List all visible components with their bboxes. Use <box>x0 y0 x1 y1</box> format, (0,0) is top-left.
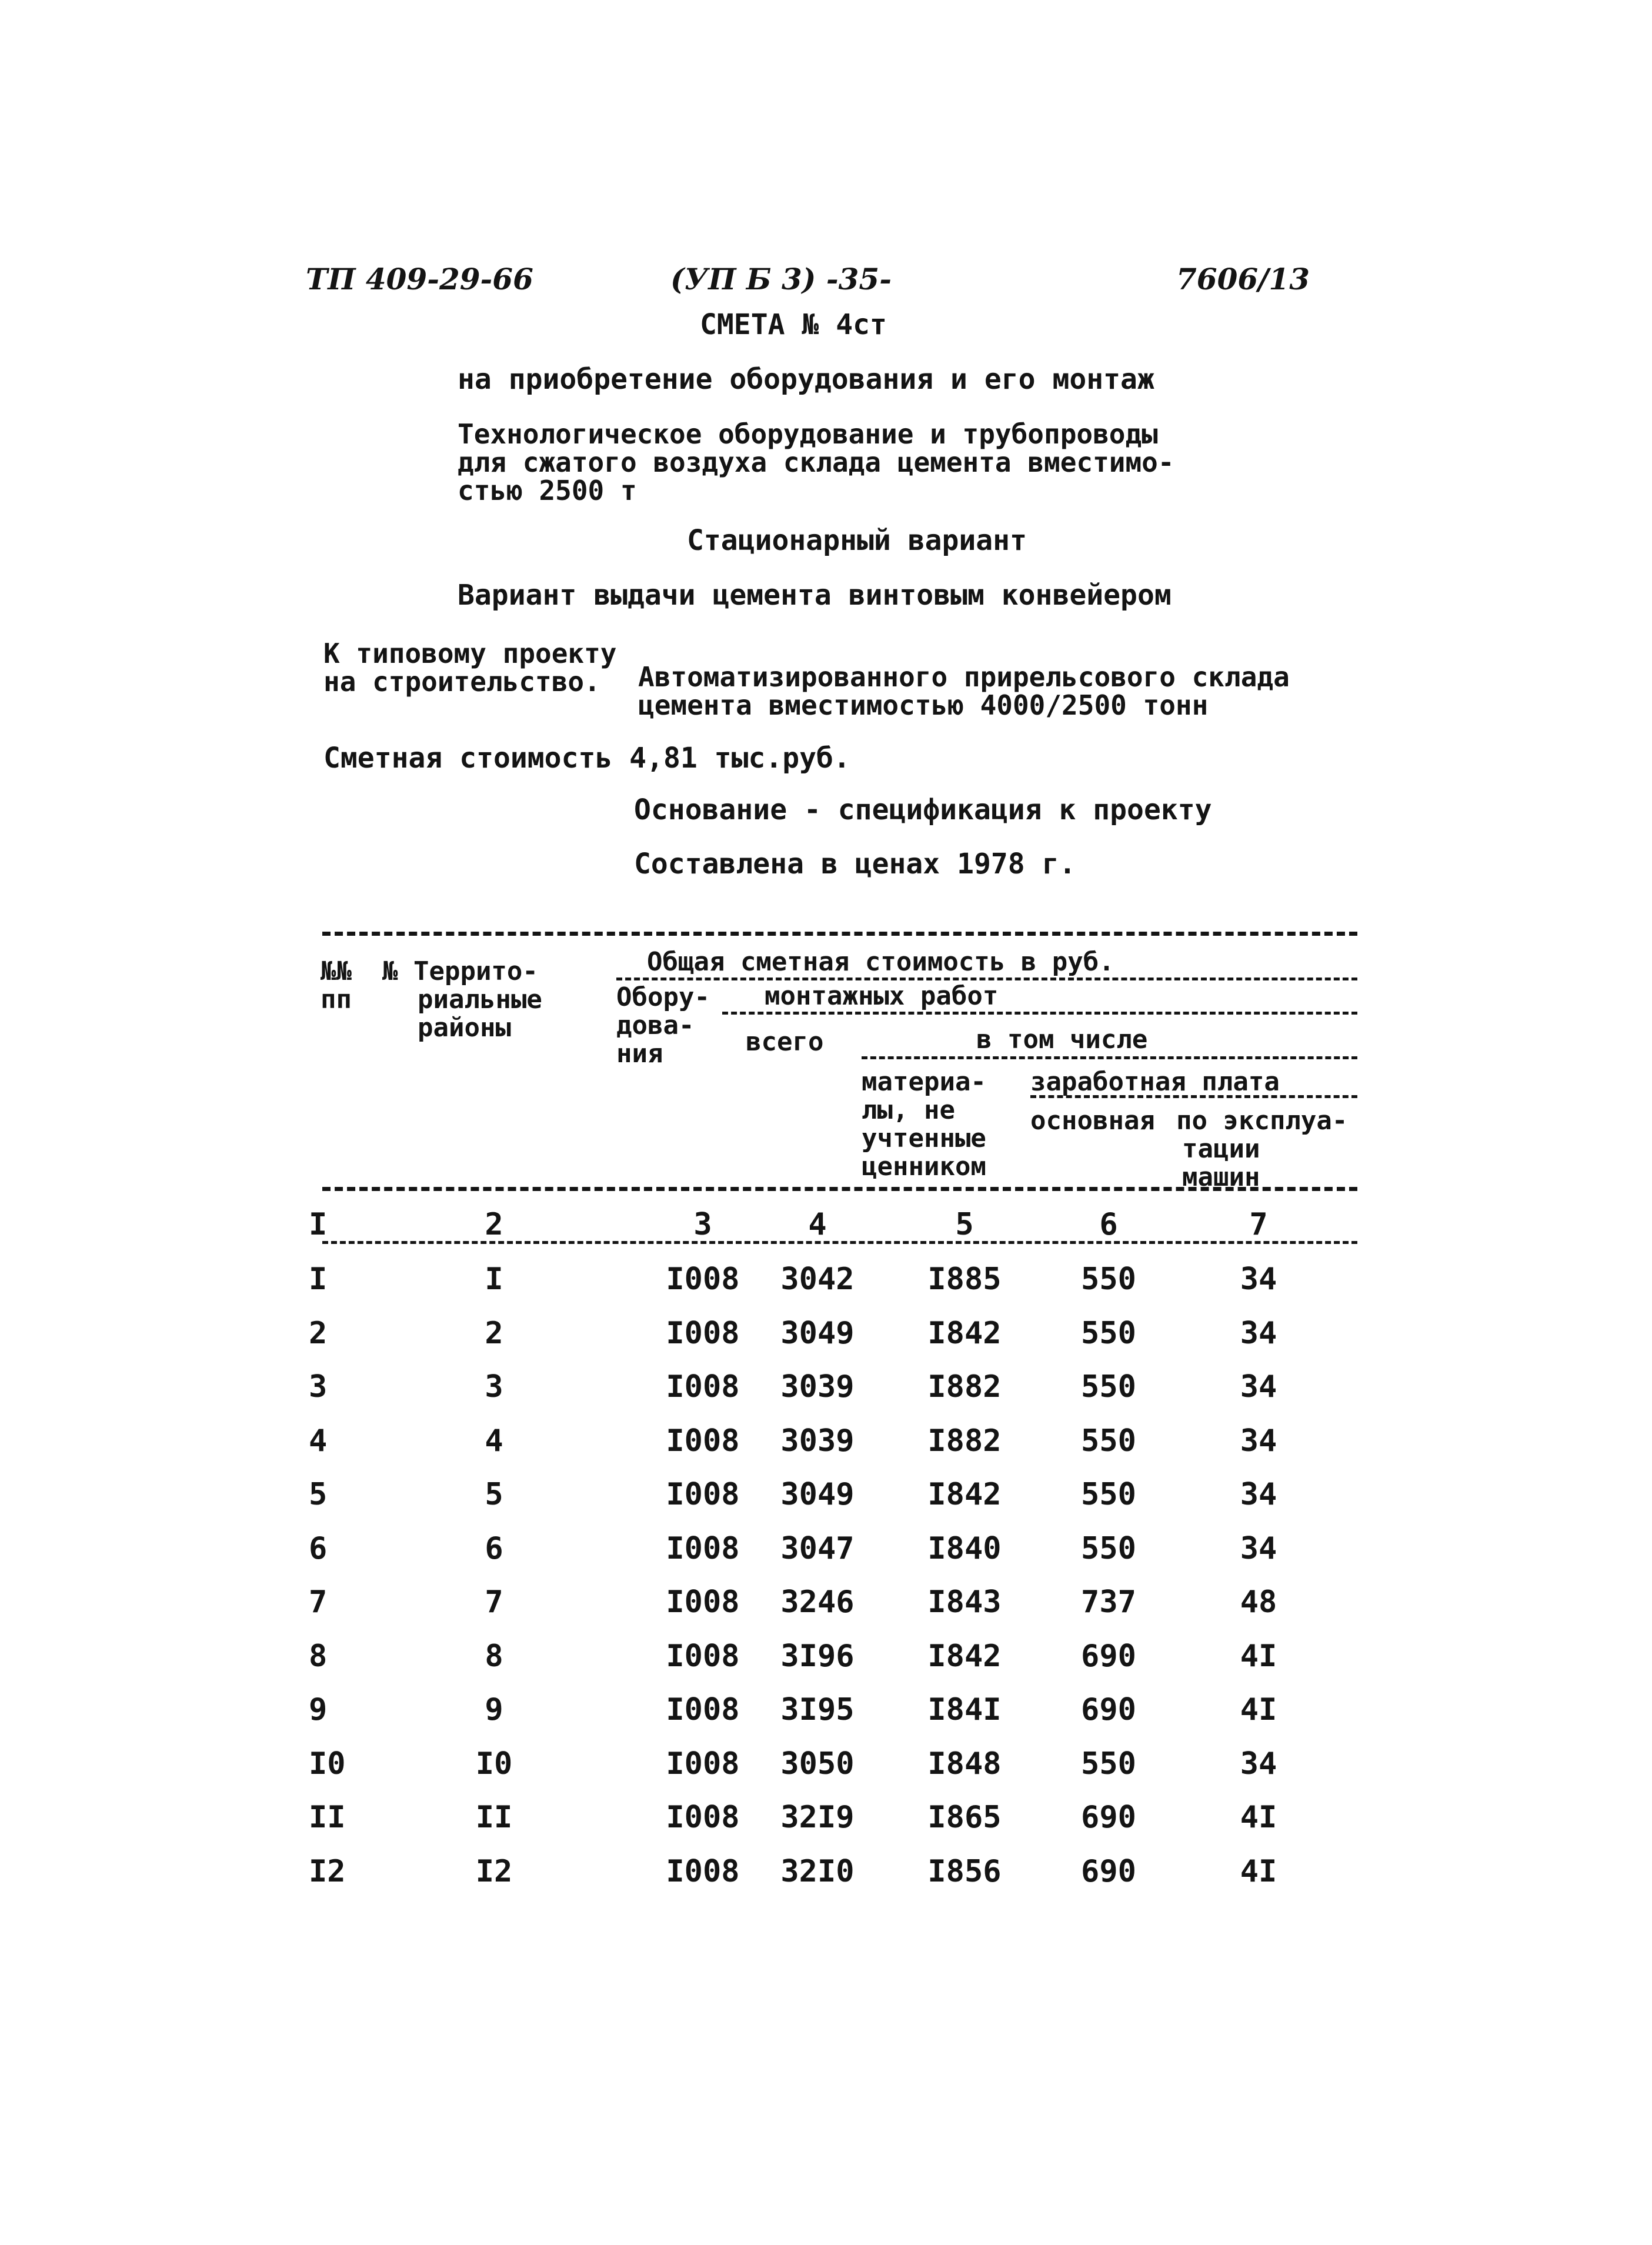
basic-wages: 690 <box>1081 1854 1136 1889</box>
row-number: 3 <box>309 1369 328 1405</box>
column-number: 2 <box>485 1207 503 1242</box>
installation-total: 3049 <box>780 1316 855 1351</box>
installation-total: 3047 <box>780 1531 855 1566</box>
basic-wages: 550 <box>1081 1746 1136 1782</box>
estimate-title: СМЕТА № 4ст <box>700 308 887 341</box>
equipment-cost: I008 <box>666 1531 740 1566</box>
basic-wages: 550 <box>1081 1316 1136 1351</box>
machine-operation-wages: 34 <box>1240 1262 1277 1297</box>
equipment-cost: I008 <box>666 1584 740 1620</box>
equipment-cost: I008 <box>666 1746 740 1782</box>
header-materials: материа- лы, не учтенные ценником <box>862 1067 986 1182</box>
machine-operation-wages: 4I <box>1240 1639 1277 1674</box>
estimate-basis: Основание - спецификация к проекту <box>634 793 1212 826</box>
row-number: 5 <box>309 1477 328 1512</box>
district-number: 6 <box>485 1531 503 1566</box>
row-number: II <box>309 1800 346 1835</box>
row-number: 6 <box>309 1531 328 1566</box>
equipment-cost: I008 <box>666 1369 740 1405</box>
materials-cost: I843 <box>927 1584 1002 1620</box>
estimate-subtitle: на приобретение оборудования и его монтаж <box>458 363 1154 396</box>
materials-cost: I882 <box>927 1423 1002 1459</box>
header-machine-operation: по эксплуа- тации машин <box>1176 1106 1348 1192</box>
header-territorial-districts: № Террито- риальные районы <box>382 956 542 1043</box>
column-number: 6 <box>1099 1207 1118 1242</box>
installation-total: 3039 <box>780 1369 855 1405</box>
basic-wages: 690 <box>1081 1639 1136 1674</box>
table-header-rule <box>322 1187 1357 1191</box>
header-rule-including <box>862 1056 1357 1059</box>
district-number: 4 <box>485 1423 503 1459</box>
project-text-line-2: цемента вместимостью 4000/2500 тонн <box>638 689 1209 721</box>
project-label-line-2: на строительство. <box>323 666 600 698</box>
materials-cost: I856 <box>927 1854 1002 1889</box>
handwritten-project-code: ТП 409-29-66 <box>306 262 533 296</box>
basic-wages: 690 <box>1081 1800 1136 1835</box>
row-number: I2 <box>309 1854 346 1889</box>
row-number: 4 <box>309 1423 328 1459</box>
installation-total: 3049 <box>780 1477 855 1512</box>
basic-wages: 550 <box>1081 1477 1136 1512</box>
installation-total: 3246 <box>780 1584 855 1620</box>
installation-total: 32I9 <box>780 1800 855 1835</box>
equipment-cost: I008 <box>666 1423 740 1459</box>
installation-total: 3050 <box>780 1746 855 1782</box>
header-equipment: Обору- дова- ния <box>616 982 710 1069</box>
machine-operation-wages: 4I <box>1240 1800 1277 1835</box>
machine-operation-wages: 48 <box>1240 1584 1277 1620</box>
machine-operation-wages: 34 <box>1240 1531 1277 1566</box>
row-number: 2 <box>309 1316 328 1351</box>
header-rule-installation <box>722 1012 1357 1015</box>
row-number: 7 <box>309 1584 328 1620</box>
equipment-cost: I008 <box>666 1262 740 1297</box>
column-number: 7 <box>1249 1207 1268 1242</box>
installation-total: 3039 <box>780 1423 855 1459</box>
materials-cost: I882 <box>927 1369 1002 1405</box>
materials-cost: I865 <box>927 1800 1002 1835</box>
installation-total: 3I95 <box>780 1692 855 1727</box>
table-top-rule <box>322 932 1357 936</box>
header-total: всего <box>746 1027 824 1057</box>
district-number: I0 <box>475 1746 513 1782</box>
equipment-cost: I008 <box>666 1316 740 1351</box>
row-number: I0 <box>309 1746 346 1782</box>
district-number: II <box>475 1800 513 1835</box>
column-number: 4 <box>808 1207 827 1242</box>
installation-total: 3I96 <box>780 1639 855 1674</box>
row-number: 9 <box>309 1692 328 1727</box>
district-number: 7 <box>485 1584 503 1620</box>
materials-cost: I840 <box>927 1531 1002 1566</box>
materials-cost: I842 <box>927 1639 1002 1674</box>
header-including: в том числе <box>976 1025 1148 1055</box>
equipment-cost: I008 <box>666 1639 740 1674</box>
installation-total: 32I0 <box>780 1854 855 1889</box>
estimated-cost: Сметная стоимость 4,81 тыс.руб. <box>323 742 850 775</box>
basic-wages: 550 <box>1081 1423 1136 1459</box>
header-wages: заработная плата <box>1030 1067 1280 1097</box>
district-number: I <box>485 1262 503 1297</box>
materials-cost: I885 <box>927 1262 1002 1297</box>
district-number: 3 <box>485 1369 503 1405</box>
column-number: I <box>309 1207 328 1242</box>
machine-operation-wages: 4I <box>1240 1692 1277 1727</box>
header-total-cost: Общая сметная стоимость в руб. <box>647 947 1114 977</box>
description-line-3: стью 2500 т <box>458 475 637 506</box>
column-number: 3 <box>693 1207 712 1242</box>
column-numbers-rule <box>322 1241 1357 1244</box>
district-number: 5 <box>485 1477 503 1512</box>
handwritten-inventory-number: 7606/13 <box>1176 262 1310 296</box>
header-rule-total <box>616 978 1357 980</box>
materials-cost: I848 <box>927 1746 1002 1782</box>
district-number: I2 <box>475 1854 513 1889</box>
materials-cost: I842 <box>927 1477 1002 1512</box>
basic-wages: 690 <box>1081 1692 1136 1727</box>
basic-wages: 550 <box>1081 1262 1136 1297</box>
variant-detail: Вариант выдачи цемента винтовым конвейером <box>458 579 1172 612</box>
row-number: I <box>309 1262 328 1297</box>
machine-operation-wages: 34 <box>1240 1746 1277 1782</box>
equipment-cost: I008 <box>666 1477 740 1512</box>
row-number: 8 <box>309 1639 328 1674</box>
machine-operation-wages: 34 <box>1240 1316 1277 1351</box>
district-number: 9 <box>485 1692 503 1727</box>
basic-wages: 550 <box>1081 1531 1136 1566</box>
header-row-number: №№ пп <box>321 956 352 1015</box>
basic-wages: 737 <box>1081 1584 1136 1620</box>
machine-operation-wages: 34 <box>1240 1477 1277 1512</box>
project-label-line-1: К типовому проекту <box>323 638 617 669</box>
materials-cost: I84I <box>927 1692 1002 1727</box>
header-rule-wages <box>1030 1095 1357 1098</box>
materials-cost: I842 <box>927 1316 1002 1351</box>
description-line-2: для сжатого воздуха склада цемента вместимо- <box>458 446 1174 478</box>
equipment-cost: I008 <box>666 1854 740 1889</box>
header-installation: монтажных работ <box>765 981 999 1011</box>
project-text-line-1: Автоматизированного прирельсового склада <box>638 661 1290 693</box>
machine-operation-wages: 34 <box>1240 1369 1277 1405</box>
header-basic-wages: основная <box>1030 1106 1155 1136</box>
equipment-cost: I008 <box>666 1800 740 1835</box>
district-number: 2 <box>485 1316 503 1351</box>
variant-heading: Стационарный вариант <box>687 524 1027 557</box>
handwritten-page-number: (УП Б 3) -35- <box>670 262 892 296</box>
column-number: 5 <box>955 1207 974 1242</box>
equipment-cost: I008 <box>666 1692 740 1727</box>
machine-operation-wages: 4I <box>1240 1854 1277 1889</box>
basic-wages: 550 <box>1081 1369 1136 1405</box>
machine-operation-wages: 34 <box>1240 1423 1277 1459</box>
district-number: 8 <box>485 1639 503 1674</box>
price-level: Составлена в ценах 1978 г. <box>634 848 1076 880</box>
installation-total: 3042 <box>780 1262 855 1297</box>
description-line-1: Технологическое оборудование и трубопроводы <box>458 418 1158 450</box>
